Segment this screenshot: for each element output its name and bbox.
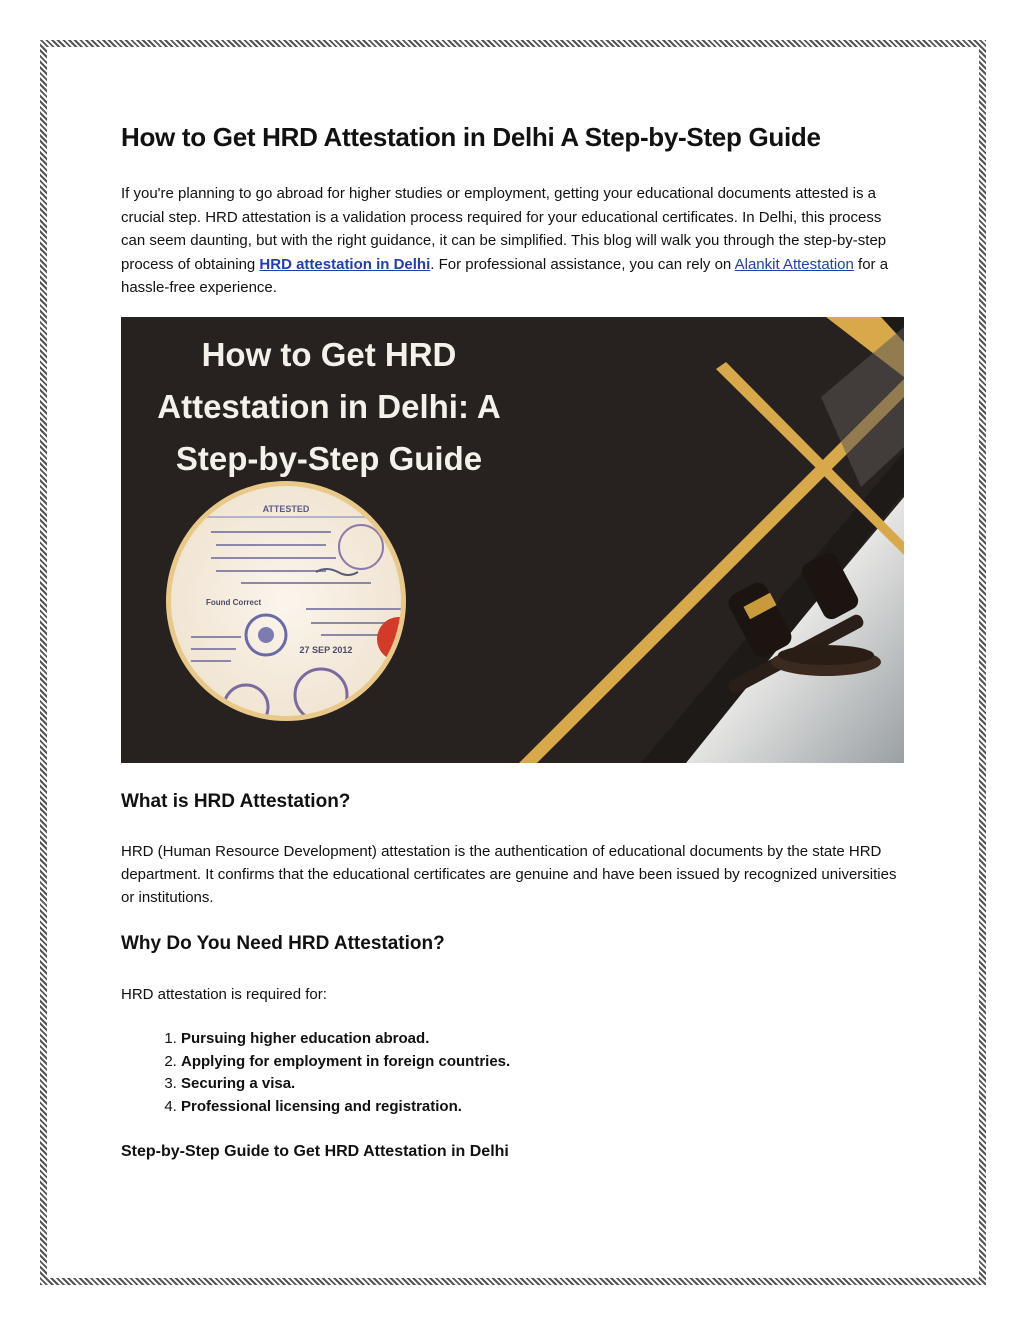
intro-paragraph: [121, 182, 904, 300]
hero-title-line-1: How to Get HRD: [201, 336, 457, 373]
stamp-date-text: 27 SEP 2012: [299, 645, 353, 655]
intro-text-2: . For professional assistance, you can rely on: [430, 255, 735, 273]
section-heading-what: What is HRD Attestation?: [121, 791, 351, 812]
section-heading-steps: Step-by-Step Guide to Get HRD Attestation in Delhi: [121, 1143, 509, 1160]
hero-image: [121, 317, 904, 763]
section-what-body: HRD (Human Resource Development) attestation is the authentication of educational documents by the state HRD department. It confirms that the educational certificates are genuine and have been issued by recognized universities or institutions.: [121, 843, 897, 906]
hrd-attestation-link[interactable]: HRD attestation in Delhi: [259, 255, 431, 273]
stamp-found-correct-text: Found Correct: [206, 598, 262, 607]
stamp-attested-text: ATTESTED: [262, 504, 310, 514]
page-title: How to Get HRD Attestation in Delhi A Step-by-Step Guide: [121, 122, 821, 152]
intro-text-1: If you're planning to go abroad for higher studies or employment, getting your educational documents attested is a crucial step. HRD attestation is a validation process required for your educational certificates. In Delhi, this process can seem daunting, but with the right guidance, it can be simplified. This blog will walk you through the step-by-step process of obtaining: [121, 185, 887, 273]
requirements-list: [121, 1028, 510, 1118]
intro-text-3: for a hassle-free experience.: [121, 255, 889, 296]
section-heading-why: Why Do You Need HRD Attestation?: [121, 933, 445, 954]
list-item: 1. Pursuing higher education abroad.: [181, 1028, 510, 1051]
list-item: 2. Applying for employment in foreign countries.: [181, 1051, 510, 1074]
hero-title-line-2: Attestation in Delhi: A: [157, 388, 501, 425]
hero-title: [129, 329, 529, 485]
section-why-lead: HRD attestation is required for:: [121, 986, 327, 1003]
list-item: 3. Securing a visa.: [181, 1073, 510, 1096]
list-item: 4. Professional licensing and registration.: [181, 1096, 510, 1119]
alankit-attestation-link[interactable]: Alankit Attestation: [734, 255, 854, 273]
hero-title-line-3: Step-by-Step Guide: [175, 440, 483, 477]
